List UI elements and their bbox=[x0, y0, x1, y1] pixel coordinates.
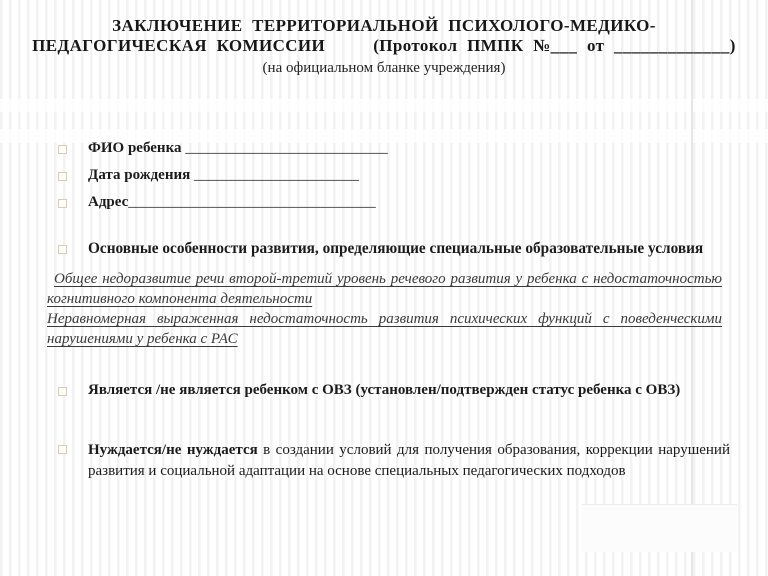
bullet-square-icon bbox=[58, 199, 67, 208]
field-row-birthdate bbox=[58, 167, 730, 184]
field-fio-blank-line: ___________________________ bbox=[185, 140, 388, 156]
page-title-line2-left: ПЕДАГОГИЧЕСКАЯ КОМИССИИ bbox=[32, 36, 326, 55]
page-title-line2 bbox=[0, 36, 768, 56]
field-row-fio bbox=[58, 140, 730, 157]
field-fio bbox=[88, 140, 388, 157]
form-fields bbox=[58, 140, 730, 211]
needs-text-rest: в создании условий для получения образования, коррекции нарушений развития и социальной адаптации на основе специальных педагогических подходов bbox=[88, 442, 730, 479]
development-heading-row bbox=[58, 240, 730, 257]
title-block bbox=[0, 16, 768, 78]
bullet-square-icon bbox=[58, 445, 67, 454]
field-fio-label: ФИО ребенка bbox=[88, 140, 186, 156]
needs-text bbox=[88, 440, 730, 482]
field-address-label: Адрес bbox=[88, 194, 129, 210]
diagnosis-paragraph-1: Общее недоразвитие речи второй-третий уровень речевого развития у ребенка с недостаточностью когнитивного компонента деятельности bbox=[47, 271, 722, 307]
bullet-square-icon bbox=[58, 387, 67, 396]
needs-row bbox=[58, 440, 730, 482]
page-subtitle: (на официальном бланке учреждения) bbox=[262, 60, 506, 76]
bullet-square-icon bbox=[58, 172, 67, 181]
ovz-status-text: Является /не является ребенком с ОВЗ (установлен/подтвержден статус ребенка с ОВЗ) bbox=[88, 382, 681, 398]
page-title-line1: ЗАКЛЮЧЕНИЕ ТЕРРИТОРИАЛЬНОЙ ПСИХОЛОГО-МЕДИКО- bbox=[112, 16, 656, 35]
field-address bbox=[88, 194, 376, 211]
field-address-blank-line: _________________________________ bbox=[128, 194, 376, 210]
diagnosis-paragraph-2: Неравномерная выраженная недостаточность развития психических функций с поведенческими нарушениями у ребенка с РАС bbox=[47, 311, 722, 347]
field-birthdate bbox=[88, 167, 359, 184]
bottom-right-placeholder bbox=[582, 505, 737, 552]
texture-band bbox=[0, 99, 768, 112]
field-row-address bbox=[58, 194, 730, 211]
bullet-square-icon bbox=[58, 145, 67, 154]
development-heading: Основные особенности развития, определяющие специальные образовательные условия bbox=[88, 240, 704, 257]
protocol-number-blank: (Протокол ПМПК №___ от _____________) bbox=[373, 36, 736, 55]
bullet-square-icon bbox=[58, 245, 67, 254]
field-birthdate-label: Дата рождения bbox=[88, 167, 194, 183]
ovz-status-row bbox=[58, 382, 730, 399]
field-birthdate-blank-line: ______________________ bbox=[193, 167, 359, 183]
needs-text-bold: Нуждается/не нуждается bbox=[88, 442, 258, 458]
